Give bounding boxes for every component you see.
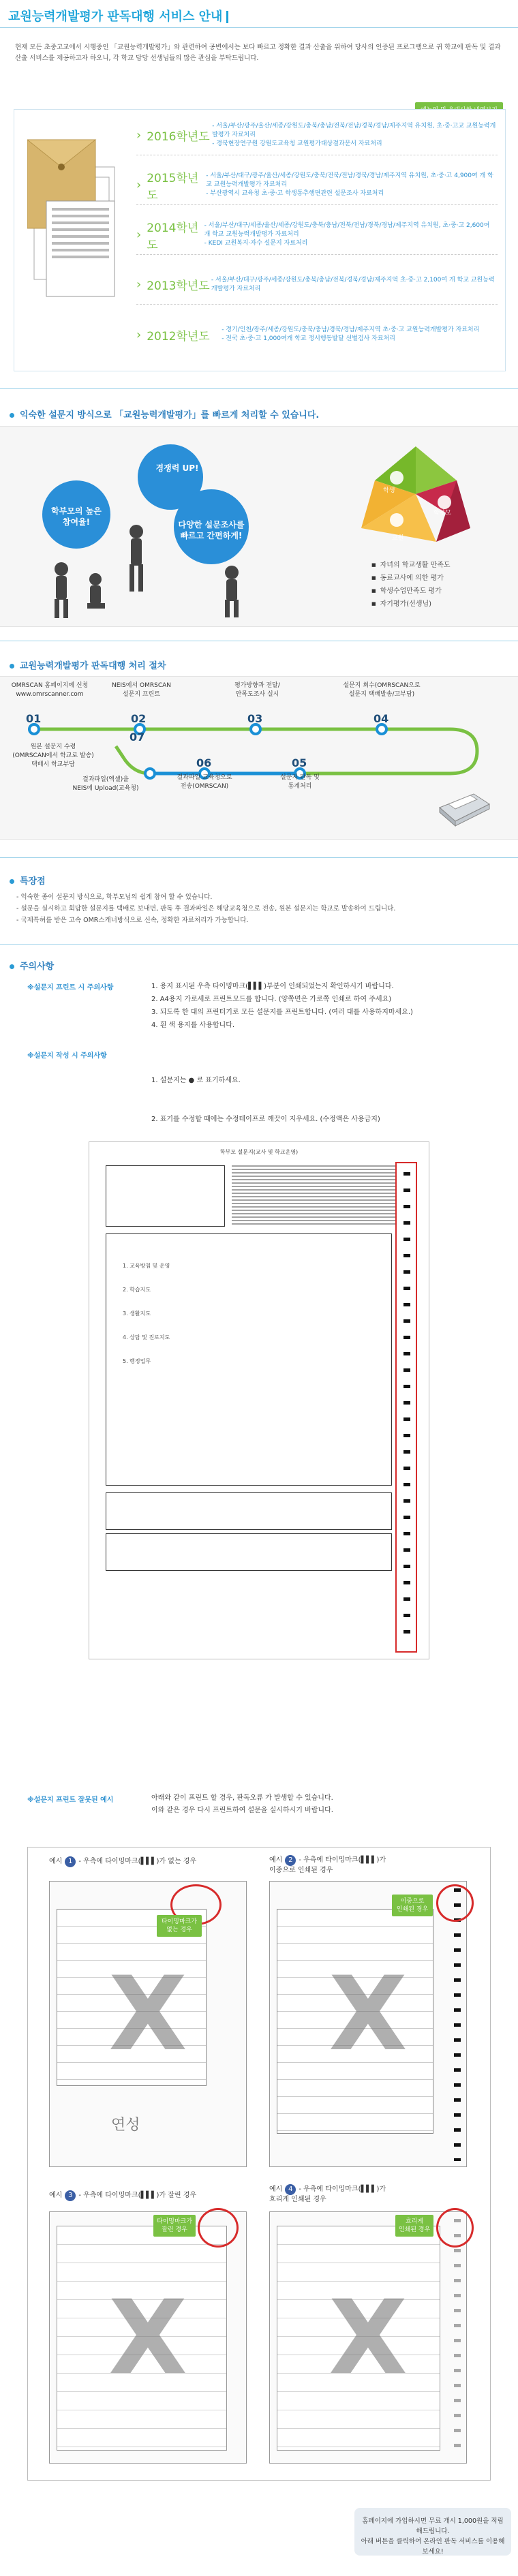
list-item: ■ 자녀의 학교생활 만족도 (371, 559, 451, 572)
history-year: 2015학년도 (147, 171, 199, 202)
feature-line: - 익숙한 종이 설문지 방식으로, 학부모님의 쉽게 참여 할 수 있습니다. (16, 893, 213, 901)
example-4-sheet (269, 2211, 467, 2464)
chevron-right-icon: › (136, 178, 142, 192)
history-row-2016 (136, 116, 498, 155)
step-01-bottom: 원본 설문지 수령 (OMRSCAN에서 학교로 발송) 택배시 학교부담 (12, 743, 94, 768)
page-title: 교원능력개발평가 판독대행 서비스 안내 (8, 7, 228, 25)
example-2-label: 예시 2 - 우측에 타이밍마크(▌▌▌)가 이중으로 인쇄된 경우 (269, 1856, 386, 1874)
form-question-rows (123, 1254, 170, 1373)
section5-title: 주의사항 (10, 959, 54, 972)
highlight-circle (436, 2208, 474, 2248)
chevron-right-icon: › (136, 128, 142, 142)
form-header-box (106, 1165, 225, 1227)
step-03-top: 평가방향과 전달/ 안목도조사 실시 (234, 682, 280, 698)
history-desc: - 경기/인천/광주/세종/강원도/충북/충남/경북/경남/제주지역 초·중·고 교원능력개발평가 자료처리 - 전국 초·중·고 1,000여개 학교 정서행동발달 선별검사 자료처리 (222, 326, 480, 342)
section-divider (0, 857, 518, 858)
example-4-tag: 흐리게 인쇄된 경우 (395, 2215, 433, 2237)
form-comment-box (106, 1492, 392, 1530)
step-05-number: 05 (292, 756, 307, 769)
example-3-tag: 타이밍마크가 잘린 경우 (153, 2215, 196, 2237)
history-year: 2014학년도 (147, 221, 199, 252)
intro-text: 현재 모든 초중고교에서 시행중인 「교원능력개발평가」와 관련하여 공변에서는 보다 빠르고 정확한 결과 산출을 위하여 당사의 인증된 프로그램으로 귀 학교에 판독 및 결과 산출 서비스를 제공하고자 하오니, 각 학교 담당 선생님들의 많은 관심을 부탁드립니다. (15, 44, 501, 62)
history-desc: - 서울/부산/대구/세종/울산/세종/강원도/충북/충남/전북/전남/경북/경남/제주지역 유치원, 초·중·고 2,600여 개 학교 교원능력개발평가 자료처리 - KEDI 교원복지·자수 설문지 자료처리 (204, 222, 490, 247)
step-01-top: OMRSCAN 홈페이지에 신청 www.omrscanner.com (11, 682, 89, 698)
list-item: ■ 학생수업만족도 평가 (371, 585, 451, 598)
section3-title: 교원능력개발평가 판독대행 처리 절차 (10, 658, 166, 671)
example-3-sheet (49, 2211, 247, 2464)
x-mark-icon: X (329, 1955, 408, 2074)
x-mark-icon: X (108, 2279, 187, 2397)
section-divider (0, 388, 518, 389)
step-07-number: 07 (130, 731, 145, 743)
circle-parents: 학부모의 높은 참여율! (51, 506, 102, 527)
print-notes (151, 980, 413, 1032)
highlight-circle (436, 1884, 474, 1922)
x-mark-icon: X (329, 2279, 408, 2397)
feature-line: - 설문을 실시하고 회답한 설문지를 택배로 보내면, 판독 후 결과파일은 해당교육청으로 전송, 원본 설문지는 학교로 발송하여 드립니다. (16, 905, 396, 913)
step-04-top: 설문지 회수(OMRSCAN으로 설문지 택배발송/고부담) (343, 682, 421, 698)
triangle-label-parent: 학부모 (433, 510, 452, 517)
history-year: 2016학년도 (147, 130, 210, 144)
circle-surveys: 다양한 설문조사를 빠르고 간편하게! (178, 520, 245, 540)
example-2-sheet (269, 1881, 467, 2167)
note-line: 4. 흰 색 용지를 사용합니다. (151, 1022, 235, 1029)
highlight-circle (198, 2208, 239, 2248)
note-line: 2. A4용지 가로세로 프린트모드를 합니다. (양쪽면은 가로쪽 인쇄로 하여 주세요) (151, 996, 392, 1003)
note-line: 2. 표기를 수정할 때에는 수정테이프로 깨끗이 지우세요. (수정액은 사용금지) (151, 1116, 380, 1123)
features-text (16, 891, 395, 926)
form-row: 2. 학습지도 (123, 1287, 151, 1293)
title-divider (0, 27, 518, 28)
x-mark-icon: X (108, 1955, 187, 2074)
triangle-label-student: 학생 (383, 487, 395, 494)
history-year: 2013학년도 (147, 279, 210, 293)
history-desc: - 서울/부산/대구/광주/세종/강원도/충북/충남/전북/경북/경남/제주지역 초·중·고 2,100여 개 학교 교원능력개발평가 자료처리 (211, 276, 495, 292)
history-row-2013 (136, 265, 498, 305)
history-row-2014 (136, 215, 498, 255)
print-notes-label: ※설문지 프린트 시 주의사항 (27, 984, 114, 992)
section-divider (0, 944, 518, 945)
example-2-tag: 이중으로 인쇄된 경우 (392, 1895, 433, 1916)
step-03-number: 03 (247, 712, 263, 725)
circle-competitiveness: 경쟁력 UP! (155, 463, 199, 473)
example-1-sheet (49, 1881, 247, 2167)
write-notes-label: ※설문지 작성 시 주의사항 (27, 1052, 107, 1060)
envelope-illustration (27, 126, 123, 317)
step-05-bottom: 설문지 판독 및 통계처리 (280, 774, 320, 790)
form-row: 1. 교육방침 및 운영 (123, 1263, 170, 1269)
history-year: 2012학년도 (147, 329, 210, 343)
section2-title: 익숙한 설문지 방식으로 「교원능력개발평가」를 빠르게 처리할 수 있습니다. (10, 408, 319, 420)
form-row: 4. 상담 및 진로지도 (123, 1334, 170, 1340)
example-3-label: 예시 3 - 우측에 타이밍마크(▌▌▌)가 잘린 경우 (49, 2189, 196, 2201)
wrong-example-desc: 아래와 같이 프린트 할 경우, 판독오류 가 발생할 수 있습니다. 이와 같은 경우 다시 프린트하여 설문을 실시하시기 바랍니다. (151, 1794, 333, 1814)
step-06-number: 06 (196, 756, 212, 769)
section4-title: 특장점 (10, 874, 46, 887)
example-handwriting: 연성 (111, 2117, 140, 2134)
history-row-2012 (136, 315, 498, 354)
example-4-label: 예시 4 - 우측에 타이밍마크(▌▌▌)가 흐리게 인쇄된 경우 (269, 2186, 386, 2203)
example-1-label: 예시 1 - 우측에 타이밍마크(▌▌▌)가 없는 경우 (49, 1855, 196, 1867)
note-line: 1. 용지 표시된 우측 타이밍마크(▌▌▌)부분이 인쇄되었는지 확인하시기 바랍니다. (151, 983, 394, 990)
form-row: 3. 생활지도 (123, 1310, 151, 1317)
list-item: ■ 동료교사에 의한 평가 (371, 572, 451, 585)
triangle-diagram (354, 440, 477, 555)
timing-marks (403, 1172, 410, 1642)
triangle-label-teacher: 교원 (392, 535, 404, 542)
form-row: 5. 행정업무 (123, 1358, 151, 1364)
example-1-tag: 타이밍마크가 없는 경우 (157, 1915, 202, 1937)
step-02-top: NEIS에서 OMRSCAN 설문지 프린트 (111, 682, 172, 698)
sample-form-title: 학부모 설문지(교사 및 학교운영) (219, 1149, 299, 1155)
history-desc: - 서울/부산/광주/울산/세종/강원도/충북/충남/전북/전남/경북/경남/제주지역 유치원, 초·중·고교 교원능력개발평가 자료처리 - 경북현장연구원 강원도교육청 교원평가대상결과문서 자료처리 (212, 123, 496, 147)
chevron-right-icon: › (136, 228, 142, 242)
step-01-number: 01 (26, 712, 42, 725)
history-row-2015 (136, 166, 498, 205)
feature-line: - 국제특허를 받은 고속 OMR스캐너방식으로 신속, 정확한 자료처리가 가능합니다. (16, 917, 249, 924)
wrong-example-label: ※설문지 프린트 잘못된 예시 (27, 1796, 114, 1804)
step-06-bottom: 결과파일 교육청으로 전송(OMRSCAN) (177, 774, 232, 790)
step-02-number: 02 (131, 712, 147, 725)
chevron-right-icon: › (136, 277, 142, 292)
note-line: 3. 되도록 한 대의 프린터기로 모든 설문지를 프린트합니다. (여러 대를 사용하지마세요.) (151, 1009, 413, 1016)
evaluation-list (371, 559, 451, 611)
scanner-icon (436, 784, 491, 828)
form-comment-box (106, 1533, 392, 1571)
form-bubble-grid (232, 1165, 395, 1227)
footer-bubble: 홈페이지에 가입하시면 무료 개시 1,000원을 적립해드립니다. 아래 버튼을 클릭하여 온라인 판독 서비스를 이용해보세요! (354, 2508, 511, 2556)
note-line: 1. 설문지는 ● 로 표기하세요. (151, 1077, 241, 1084)
step-04-number: 04 (374, 712, 389, 725)
step-07-bottom: 결과파일(엑셀)을 NEIS에 Upload(교육청) (72, 776, 139, 792)
chevron-right-icon: › (136, 327, 142, 342)
history-desc: - 서울/부산/대구/광주/울산/세종/강원도/충북/전북/전남/경북/경남/제주지역 유치원, 초·중·고 4,900여 개 학교 교원능력개발평가 자료처리 - 부산광역시 교육청 초·중·고 학생통추행면관련 설문조사 자료처리 (206, 172, 493, 197)
list-item: ■ 자기평가(선생님) (371, 598, 451, 611)
